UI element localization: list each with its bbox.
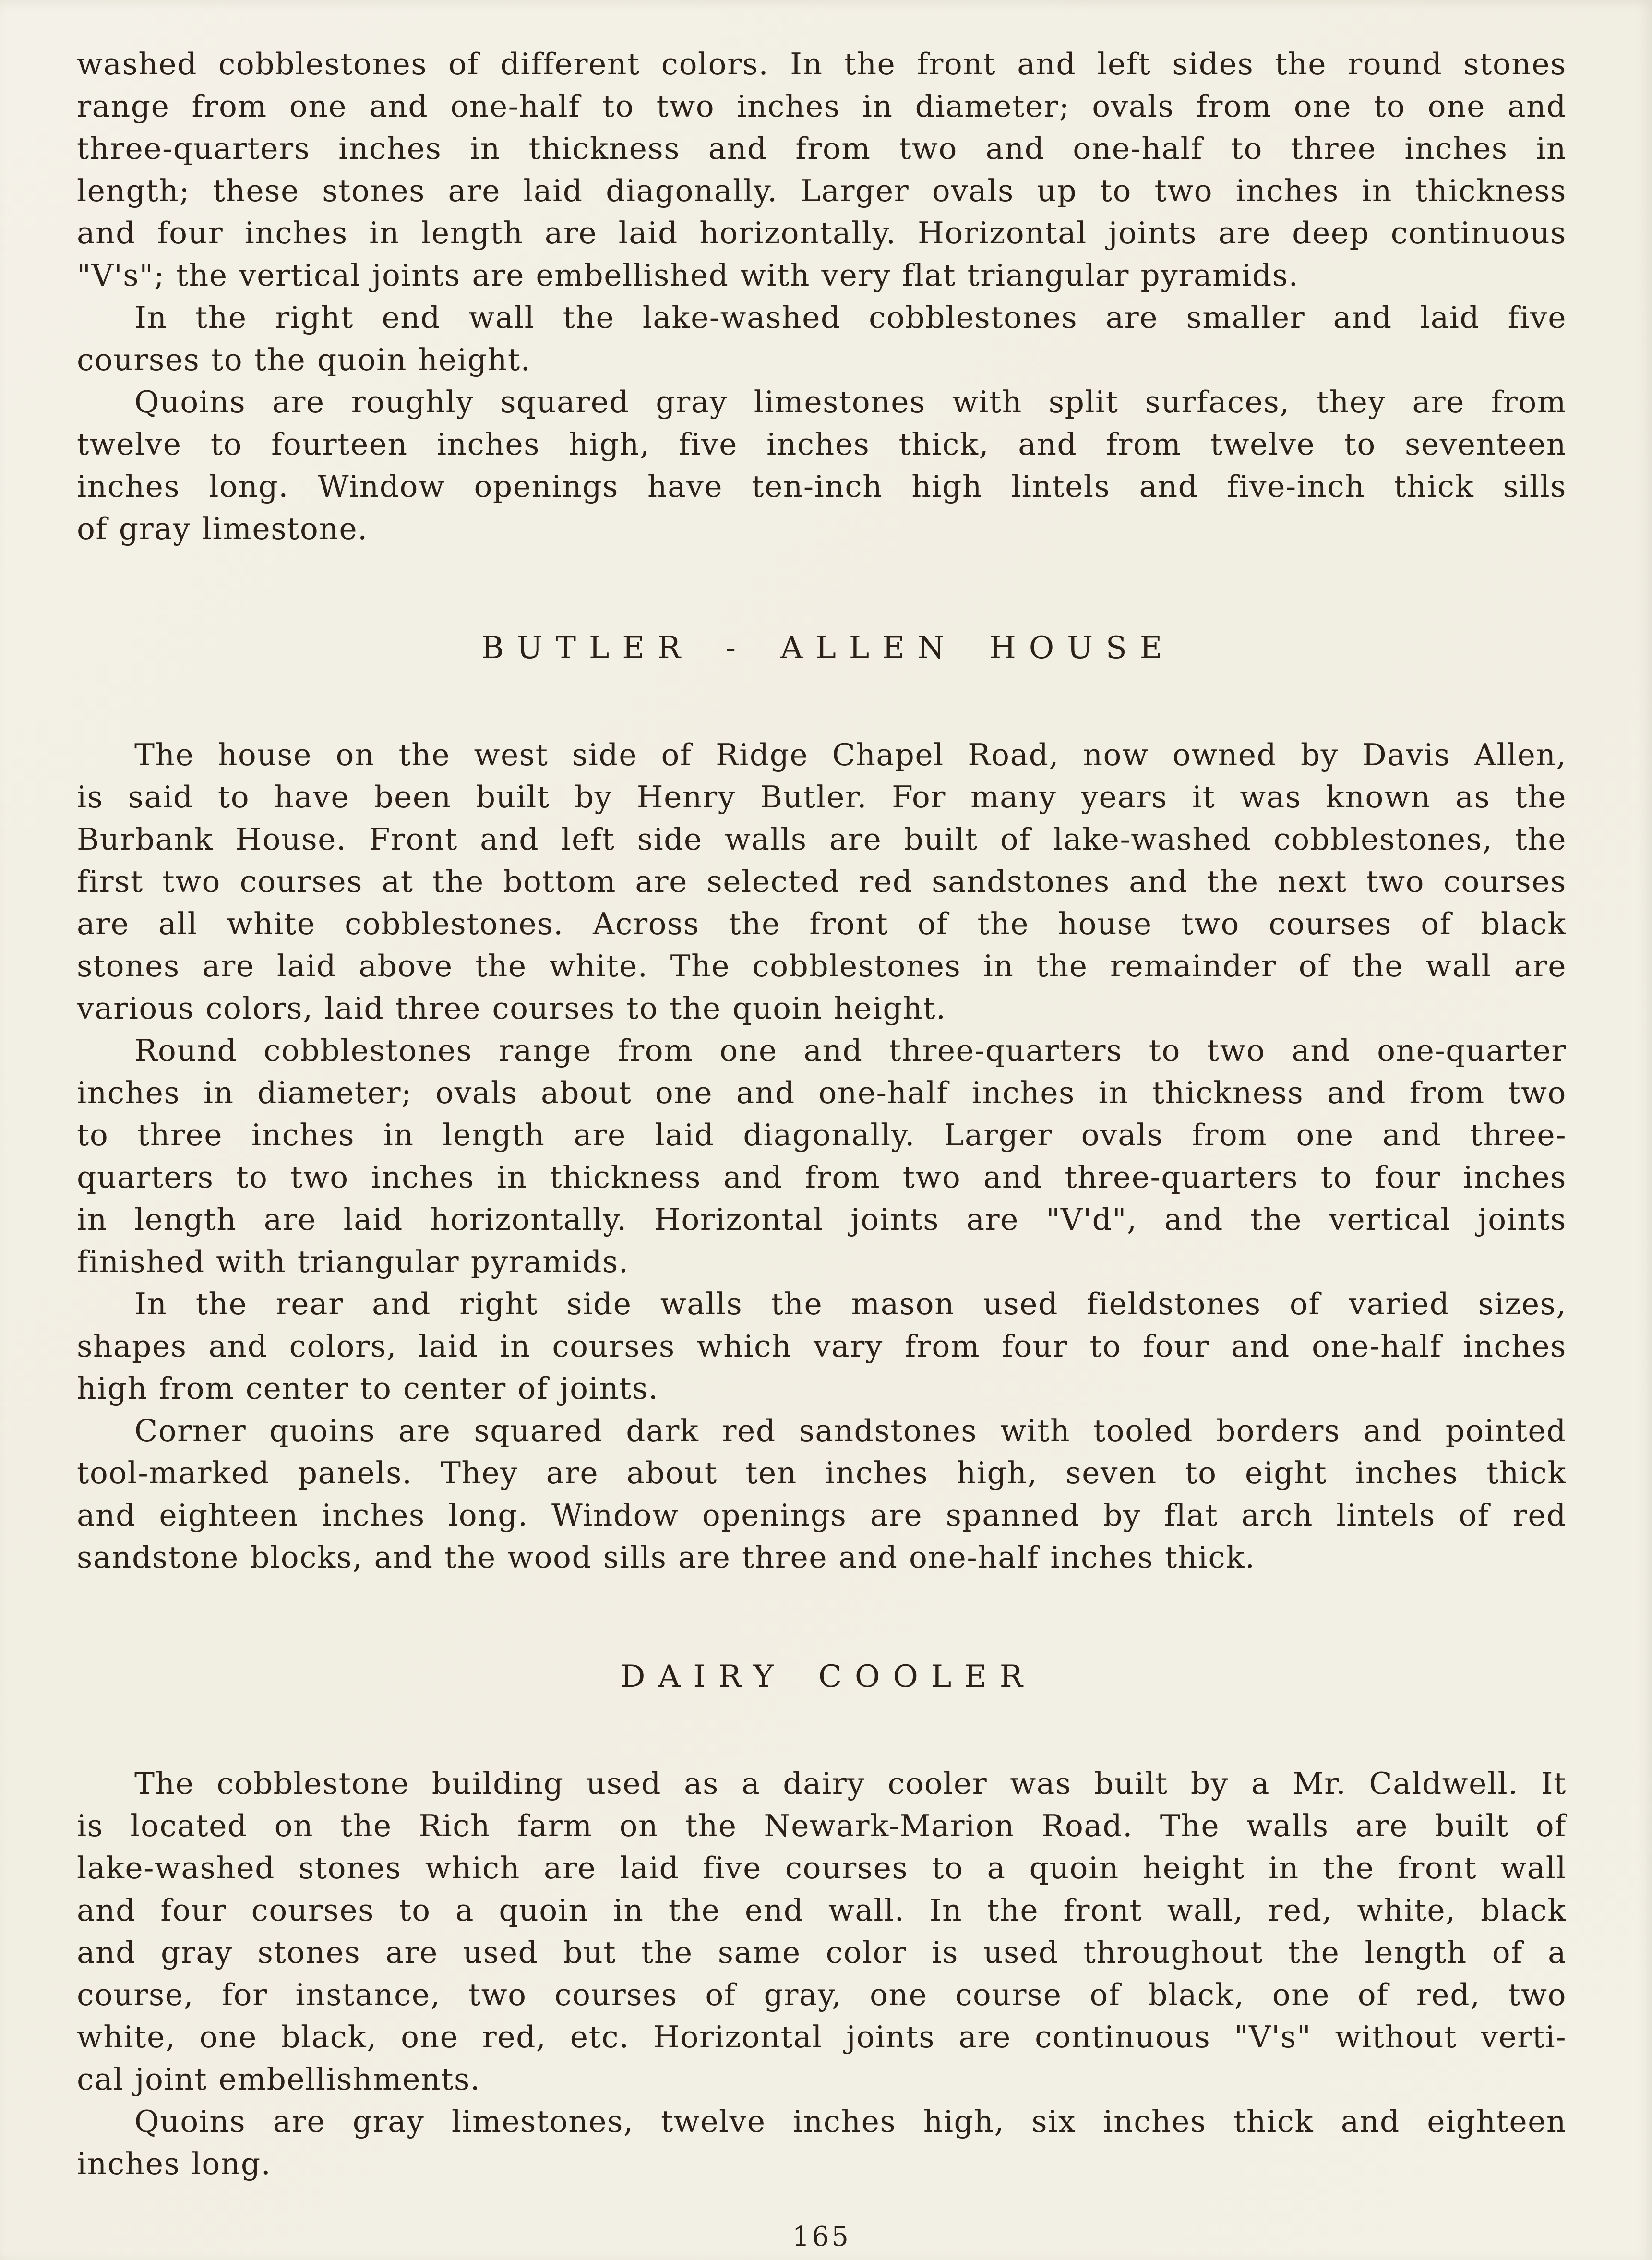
text-line: quarters to two inches in thickness and from two and three-quarters to four inches [77,1160,1567,1195]
text-line: tool-marked panels. They are about ten inches high, seven to eight inches thick [77,1455,1567,1491]
paragraph [77,1410,1567,1579]
text-line: various colors, laid three courses to the quoin height. [77,991,946,1026]
text-line: twelve to fourteen inches high, five inches thick, and from twelve to seventeen [77,427,1567,462]
text-line: sandstone blocks, and the wood sills are three and one-half inches thick. [77,1540,1256,1575]
text-line: inches in diameter; ovals about one and one-half inches in thickness and from two [77,1075,1567,1110]
text-line: and eighteen inches long. Window openings are spanned by flat arch lintels of red [77,1498,1567,1533]
text-line: range from one and one-half to two inches in diameter; ovals from one to one and [77,89,1567,124]
text-line: Quoins are roughly squared gray limestones with split surfaces, they are from [134,385,1567,420]
paragraph [77,297,1567,381]
text-line: stones are laid above the white. The cobblestones in the remainder of the wall are [77,949,1567,984]
text-line: white, one black, one red, etc. Horizontal joints are continuous "V's" without verti- [77,2020,1567,2055]
paragraph [77,1763,1567,2101]
text-line: Corner quoins are squared dark red sandstones with tooled borders and pointed [134,1413,1567,1448]
text-line: to three inches in length are laid diagonally. Larger ovals from one and three- [77,1118,1567,1153]
section-heading: BUTLER - ALLEN HOUSE [481,630,1175,666]
text-line: course, for instance, two courses of gray, one course of black, one of red, two [77,1977,1567,2012]
section-heading: DAIRY COOLER [621,1659,1036,1695]
text-line: is said to have been built by Henry Butler. For many years it was known as the [77,780,1567,815]
text-line: "V's"; the vertical joints are embellished with very flat triangular pyramids. [77,258,1299,293]
paragraph [77,1030,1567,1283]
text-line: inches long. [77,2146,272,2181]
text-line: and gray stones are used but the same color is used throughout the length of a [77,1935,1567,1970]
text-line: Round cobblestones range from one and three-quarters to two and one-quarter [134,1033,1567,1068]
text-line: and four inches in length are laid horizontally. Horizontal joints are deep continuous [77,216,1567,251]
paragraph [77,1283,1567,1410]
text-line: The house on the west side of Ridge Chapel Road, now owned by Davis Allen, [134,737,1567,772]
text-line: shapes and colors, laid in courses which vary from four to four and one-half inches [77,1329,1567,1364]
text-line: washed cobblestones of different colors. In the front and left sides the round stones [77,47,1567,82]
text-line: Quoins are gray limestones, twelve inches high, six inches thick and eighteen [134,2104,1567,2139]
text-line: lake-washed stones which are laid five courses to a quoin height in the front wall [77,1851,1567,1886]
text-line: courses to the quoin height. [77,342,531,377]
text-line: in length are laid horizontally. Horizontal joints are "V'd", and the vertical joints [77,1202,1567,1237]
text-line: The cobblestone building used as a dairy cooler was built by a Mr. Caldwell. It [134,1766,1567,1801]
paragraph [77,381,1567,550]
paragraph [77,734,1567,1030]
text-line: high from center to center of joints. [77,1371,659,1406]
text-line: In the rear and right side walls the mason used fieldstones of varied sizes, [134,1286,1567,1322]
text-line: three-quarters inches in thickness and from two and one-half to three inches in [77,131,1567,166]
paragraph [77,43,1567,297]
paragraph [77,2101,1567,2185]
text-line: In the right end wall the lake-washed cobblestones are smaller and laid five [134,300,1567,335]
text-line: finished with triangular pyramids. [77,1244,629,1279]
text-line: first two courses at the bottom are selected red sandstones and the next two courses [77,864,1567,899]
text-line: Burbank House. Front and left side walls are built of lake-washed cobblestones, the [77,822,1567,857]
page-number: 165 [792,2221,851,2252]
text-line: are all white cobblestones. Across the front of the house two courses of black [77,906,1567,941]
text-line: cal joint embellishments. [77,2062,481,2097]
text-line: is located on the Rich farm on the Newark-Marion Road. The walls are built of [77,1808,1567,1843]
text-line: length; these stones are laid diagonally. Larger ovals up to two inches in thickness [77,173,1567,208]
text-line: and four courses to a quoin in the end wall. In the front wall, red, white, black [77,1893,1567,1928]
text-line: of gray limestone. [77,511,368,546]
text-line: inches long. Window openings have ten-inch high lintels and five-inch thick sills [77,469,1567,504]
text-block [77,43,1567,2185]
